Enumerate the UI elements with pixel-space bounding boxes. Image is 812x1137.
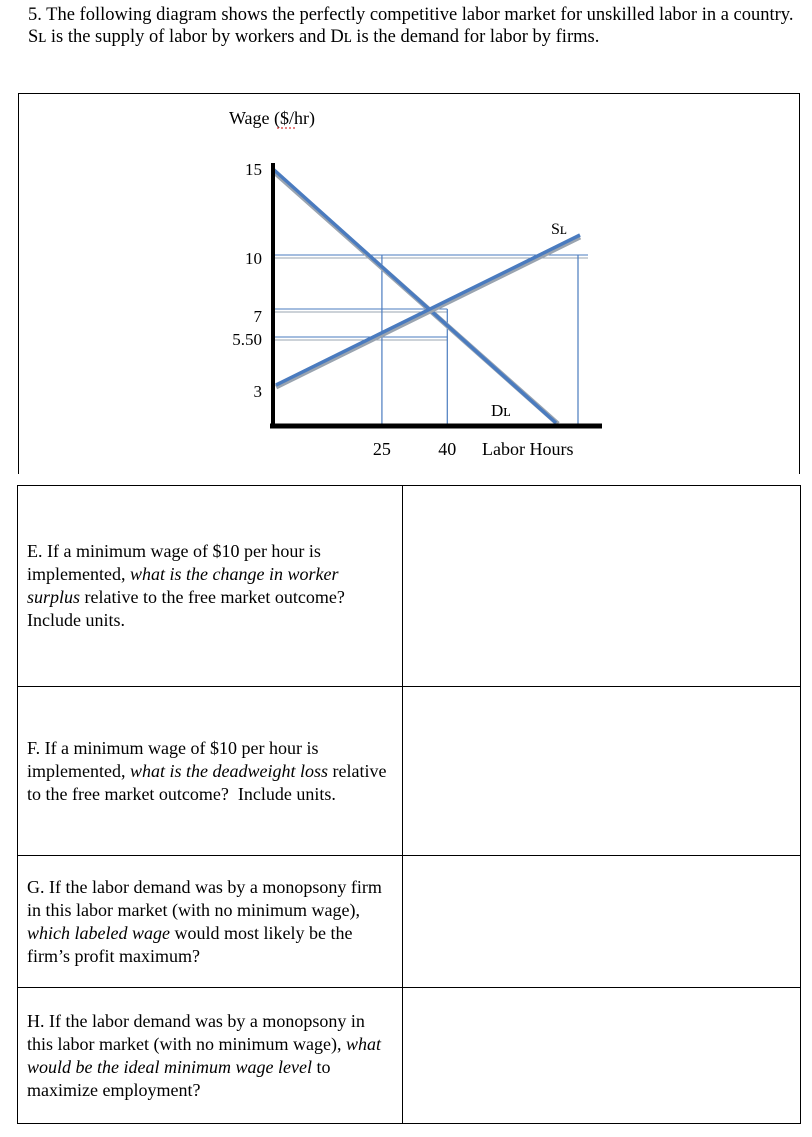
question-row-e: [18, 486, 801, 687]
question-text-part: to maximize employment?: [27, 1056, 331, 1100]
y-tick-labels: [232, 160, 262, 401]
x-tick-labels: [373, 439, 456, 459]
axes: [270, 163, 602, 428]
x-tick-label-25: 25: [372, 439, 391, 459]
question-text-part: which labeled wage: [27, 922, 170, 943]
demand-curve-label: Dʟ: [491, 401, 511, 420]
question-text-f: [18, 687, 403, 856]
answer-cell-f[interactable]: [402, 687, 800, 856]
question-text-part: relative to the free market outcome? Include units.: [27, 587, 345, 630]
question-text-part: what is the change in worker surplus: [27, 564, 339, 607]
question-table: [17, 485, 801, 1124]
answer-cell-g[interactable]: [402, 856, 800, 988]
question-text-part: what is the deadweight loss: [129, 760, 328, 781]
x-axis-label: Labor Hours: [482, 439, 574, 459]
question-text-part: F. If a minimum wage of $10 per hour is implemented,: [27, 737, 319, 781]
guide-lines: [273, 255, 588, 426]
question-row-h: [18, 988, 801, 1124]
question-text-part: E. If a minimum wage of $10 per hour is implemented,: [27, 541, 321, 584]
y-axis-label: Wage ($/hr): [229, 108, 316, 128]
y-tick-label-7: 7: [253, 307, 262, 326]
labor-market-chart: [0, 93, 812, 474]
question-text-part: relative to the free market outcome? Include units.: [27, 760, 387, 804]
question-text-h: [18, 988, 403, 1124]
question-text-part: what would be the ideal minimum wage level: [27, 1033, 381, 1077]
question-text-part: G. If the labor demand was by a monopsony firm in this labor market (with no minimum wage),: [27, 876, 382, 920]
question-text-part: H. If the labor demand was by a monopsony in this labor market (with no minimum wage),: [27, 1010, 365, 1054]
question-row-f: [18, 687, 801, 856]
question-row-g: [18, 856, 801, 988]
y-tick-label-3: 3: [253, 382, 262, 401]
answer-cell-h[interactable]: [402, 988, 800, 1124]
intro-line-2: Sʟ is the supply of labor by workers and Dʟ is the demand for labor by firms.: [28, 27, 600, 47]
demand-curve: [273, 169, 556, 423]
y-tick-label-5.50: 5.50: [232, 330, 262, 349]
question-intro: [28, 4, 798, 48]
answer-cell-e[interactable]: [402, 486, 800, 687]
question-text-g: [18, 856, 403, 988]
y-tick-label-15: 15: [245, 160, 262, 179]
intro-line-1: 5. The following diagram shows the perfectly competitive labor market for unskilled labor in a country.: [28, 5, 794, 25]
curves: [273, 169, 580, 424]
y-tick-label-10: 10: [245, 249, 262, 268]
supply-curve-label: Sʟ: [551, 221, 567, 238]
x-tick-label-40: 40: [438, 439, 457, 459]
question-text-part: would most likely be the firm’s profit maximum?: [27, 922, 353, 966]
question-text-e: [18, 486, 403, 687]
